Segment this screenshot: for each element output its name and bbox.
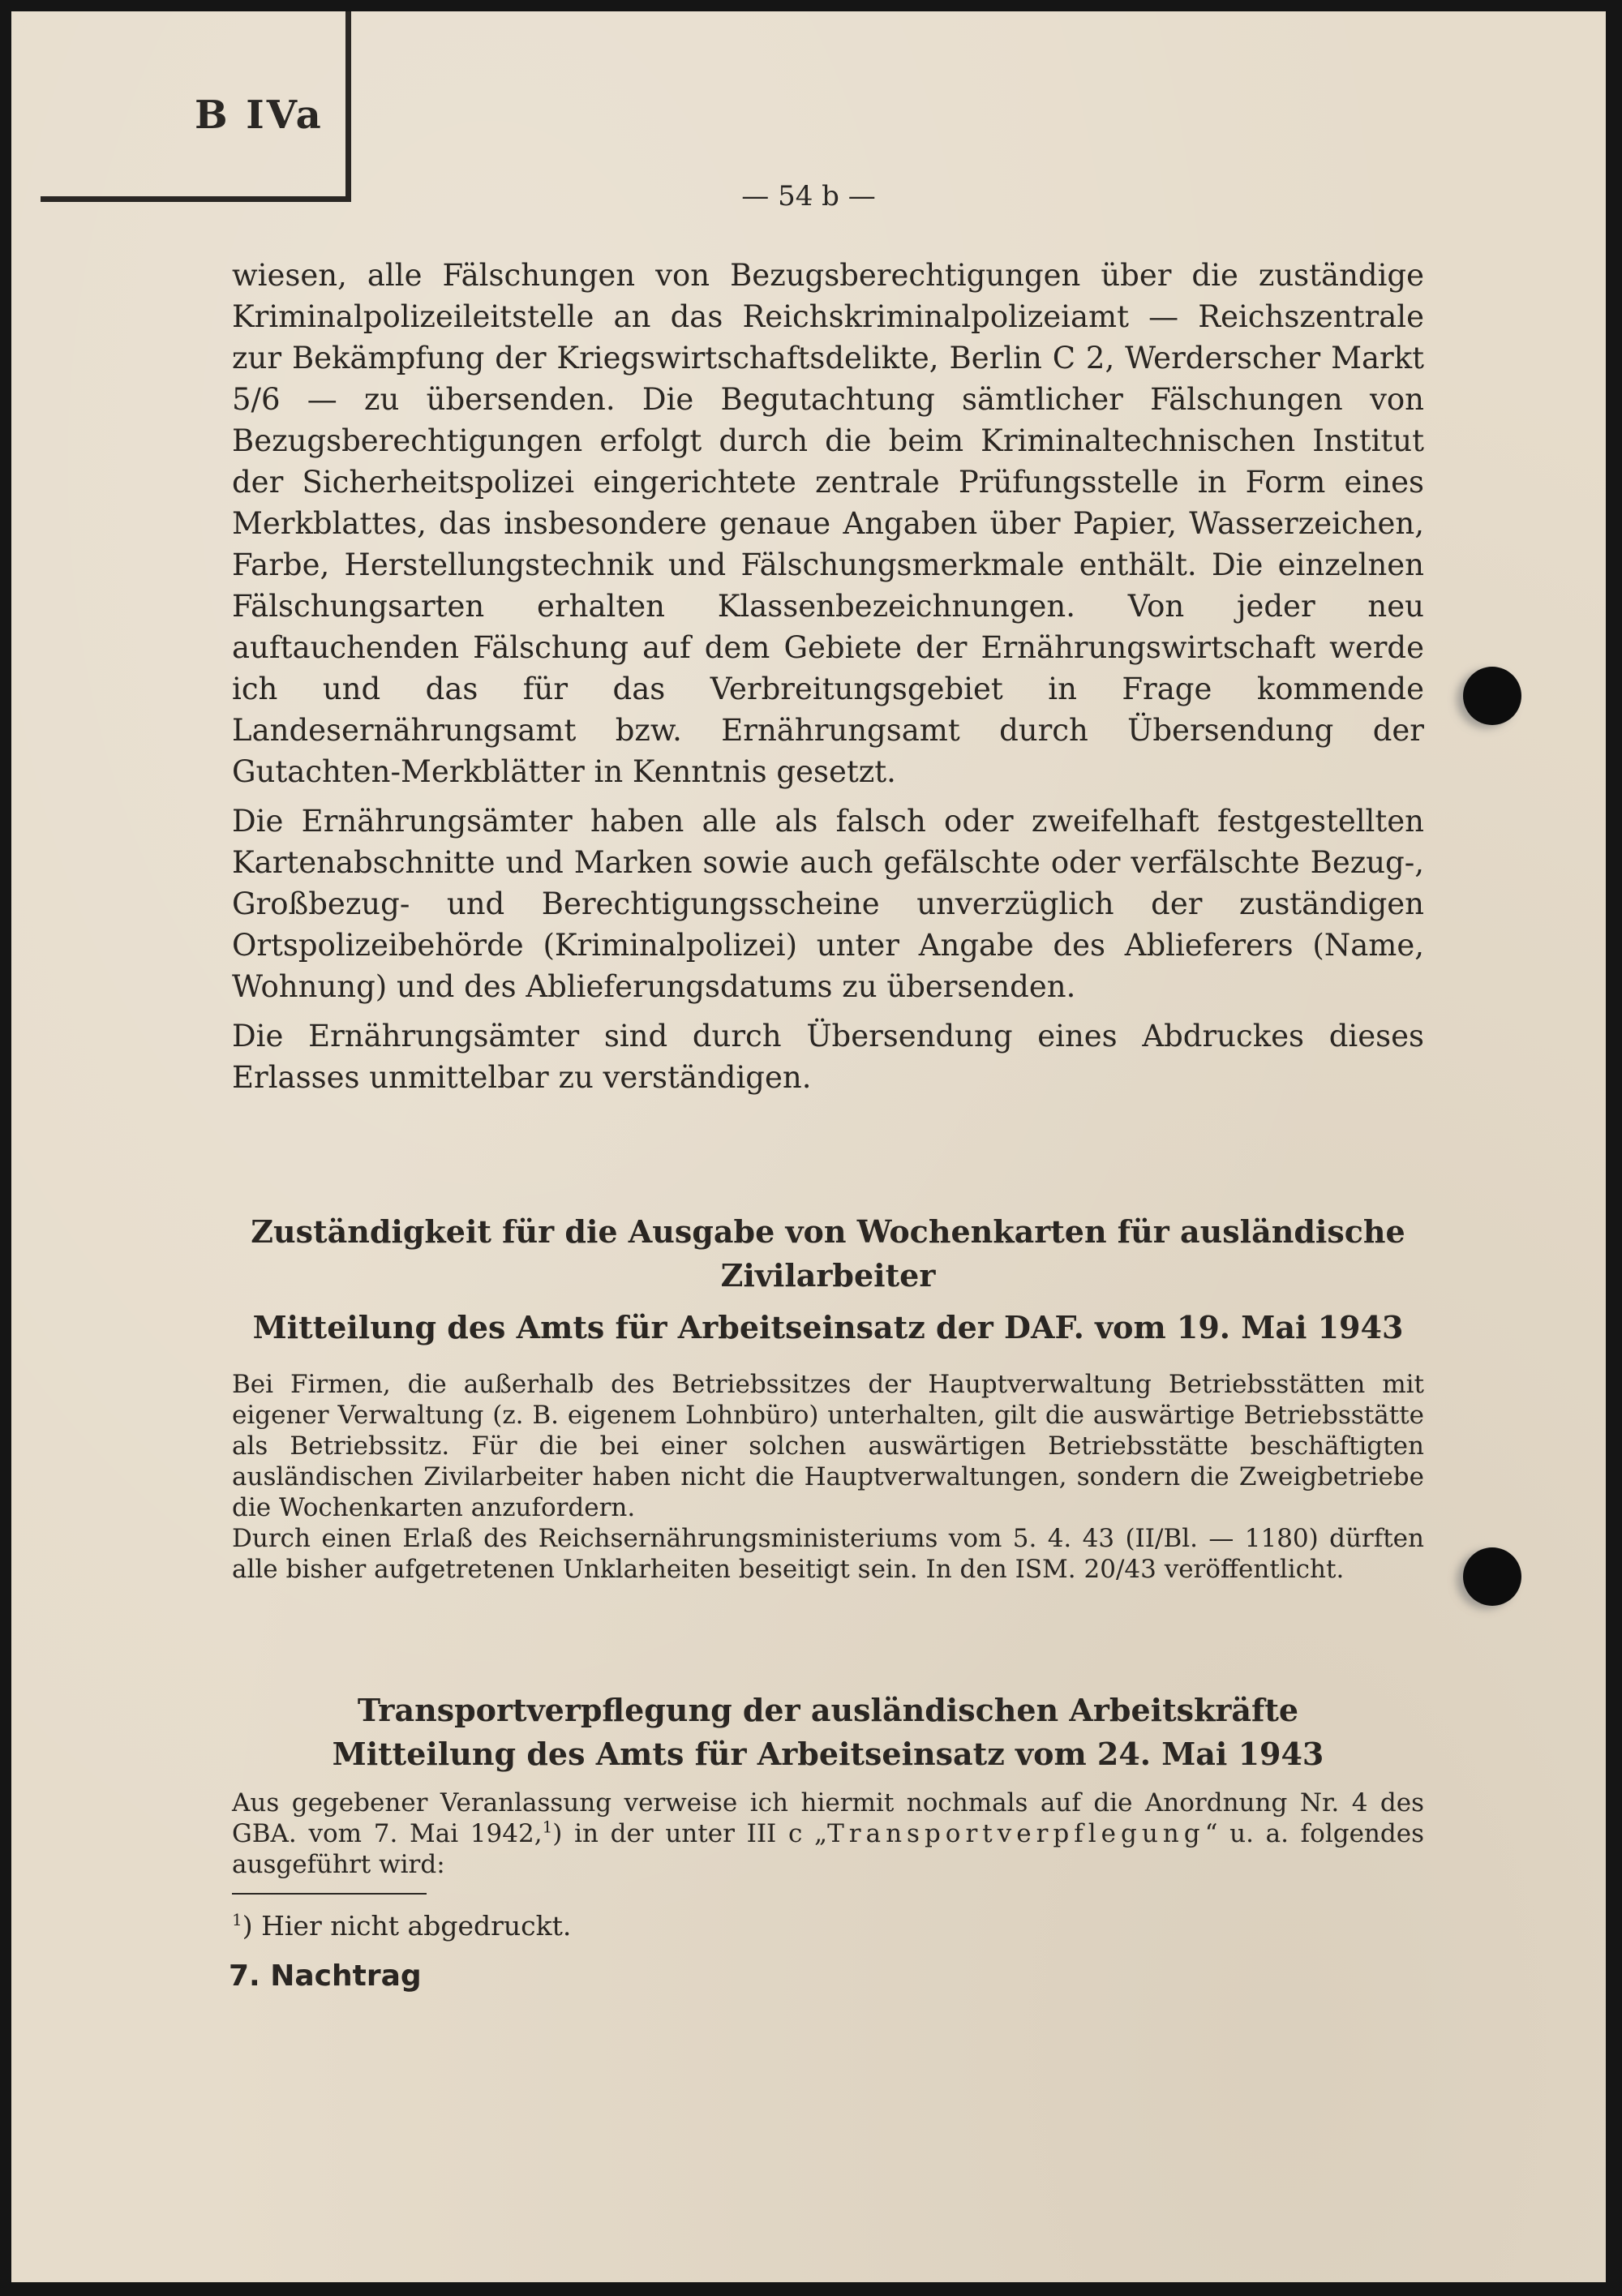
document-page (11, 11, 1606, 2282)
spacer (232, 1106, 1424, 1210)
footnote-text: ) Hier nicht abgedruckt. (242, 1910, 572, 1942)
section-3-spaced-term: Transportverpflegung (827, 1819, 1205, 1848)
section-2-subtitle: Mitteilung des Amts für Arbeitseinsatz der DAF. vom 19. Mai 1943 (252, 1309, 1404, 1345)
section-3-title: Transportverpflegung der ausländischen Arbeitskräfte (357, 1692, 1299, 1728)
section-3-text-middle: ) in der unter III c „ (552, 1819, 828, 1848)
section-2-title-line-2: Zivilarbeiter (720, 1257, 936, 1294)
paragraph-ration-office-duties: Die Ernährungsämter haben alle als falsch oder zweifelhaft festgestellten Kartenabschnitte und Marken sowie auch gefälschte oder verfälschte Bezug-, Großbezug- und Berechtigungsscheine unverzüglich der zuständigen Ortspolizeibehörde (Kriminalpolizei) unter Angabe des Ablieferers (Name, Wohnung) und des Ablieferungsdatums zu übersenden. (232, 804, 1424, 1004)
footnote-reference: 1 (542, 1817, 553, 1837)
page-number: — 54 b — (741, 180, 876, 212)
spacer (232, 1585, 1424, 1689)
section-2-paragraph-1: Bei Firmen, die außerhalb des Betriebssitzes der Hauptverwaltung Betriebsstätten mit eigener Verwaltung (z. B. eigenem Lohnbüro) unterhalten, gilt die auswärtige Betriebsstätte als Betriebssitz. Für die bei einer solchen auswärtigen Betriebsstätte beschäftigten ausländischen Zivilarbeiter haben nicht die Hauptverwaltungen, sondern die Zweigbetriebe die Wochenkarten anzufordern. (232, 1370, 1424, 1522)
section-3-text-before: Aus gegebener Veranlassung verweise ich hiermit nochmals auf die Anordnung Nr. 4 des GBA. vom 7. Mai 1942, (232, 1788, 1424, 1848)
footnote (232, 1909, 1424, 1943)
page-content (229, 255, 1424, 1993)
footnote-marker: 1 (232, 1910, 242, 1929)
supplement-label: 7. Nachtrag (229, 1959, 422, 1993)
paragraph-forgery-reporting: wiesen, alle Fälschungen von Bezugsberechtigungen über die zuständige Kriminalpolizeileitstelle an das Reichskriminalpolizeiamt — Reichszentrale zur Bekämpfung der Kriegswirtschaftsdelikte, Berlin C 2, Werderscher Markt 5/6 — zu übersenden. Die Begutachtung sämtlicher Fälschungen von Bezugsberechtigungen erfolgt durch die beim Kriminaltechnischen Institut der Sicherheitspolizei eingerichtete zentrale Prüfungsstelle in Form eines Merkblattes, das insbesondere genaue Angaben über Papier, Wasserzeichen, Farbe, Herstellungstechnik und Fälschungsmerkmale enthält. Die einzelnen Fälschungsarten erhalten Klassenbezeichnungen. Von jeder neu auftauchenden Fälschung auf dem Gebiete der Ernährungswirtschaft werde ich und das für das Verbreitungsgebiet in Frage kommende Landesernährungsamt bzw. Ernährungsamt durch Übersendung der Gutachten-Merkblätter in Kenntnis gesetzt. (232, 258, 1424, 789)
footnote-divider (232, 1893, 427, 1895)
section-mark-frame (41, 11, 351, 202)
paragraph-notification: Die Ernährungsämter sind durch Übersendung eines Abdruckes dieses Erlasses unmittelbar zu verständigen. (232, 1019, 1424, 1095)
section-3-subtitle: Mitteilung des Amts für Arbeitseinsatz vom 24. Mai 1943 (332, 1736, 1324, 1772)
section-3-paragraph (232, 1787, 1424, 1880)
punch-hole-lower (1463, 1547, 1521, 1606)
section-2-paragraph-2: Durch einen Erlaß des Reichsernährungsministeriums vom 5. 4. 43 (II/Bl. — 1180) dürften alle bisher aufgetretenen Unklarheiten beseitigt sein. In den ISM. 20/43 veröffentlicht. (232, 1524, 1424, 1584)
punch-hole-upper (1463, 667, 1521, 725)
section-3-text-after: “ u. a. folgendes ausgeführt wird: (232, 1819, 1424, 1879)
section-mark: B IVa (195, 92, 324, 138)
section-2-title-line-1: Zuständigkeit für die Ausgabe von Wochenkarten für ausländische (251, 1213, 1405, 1250)
